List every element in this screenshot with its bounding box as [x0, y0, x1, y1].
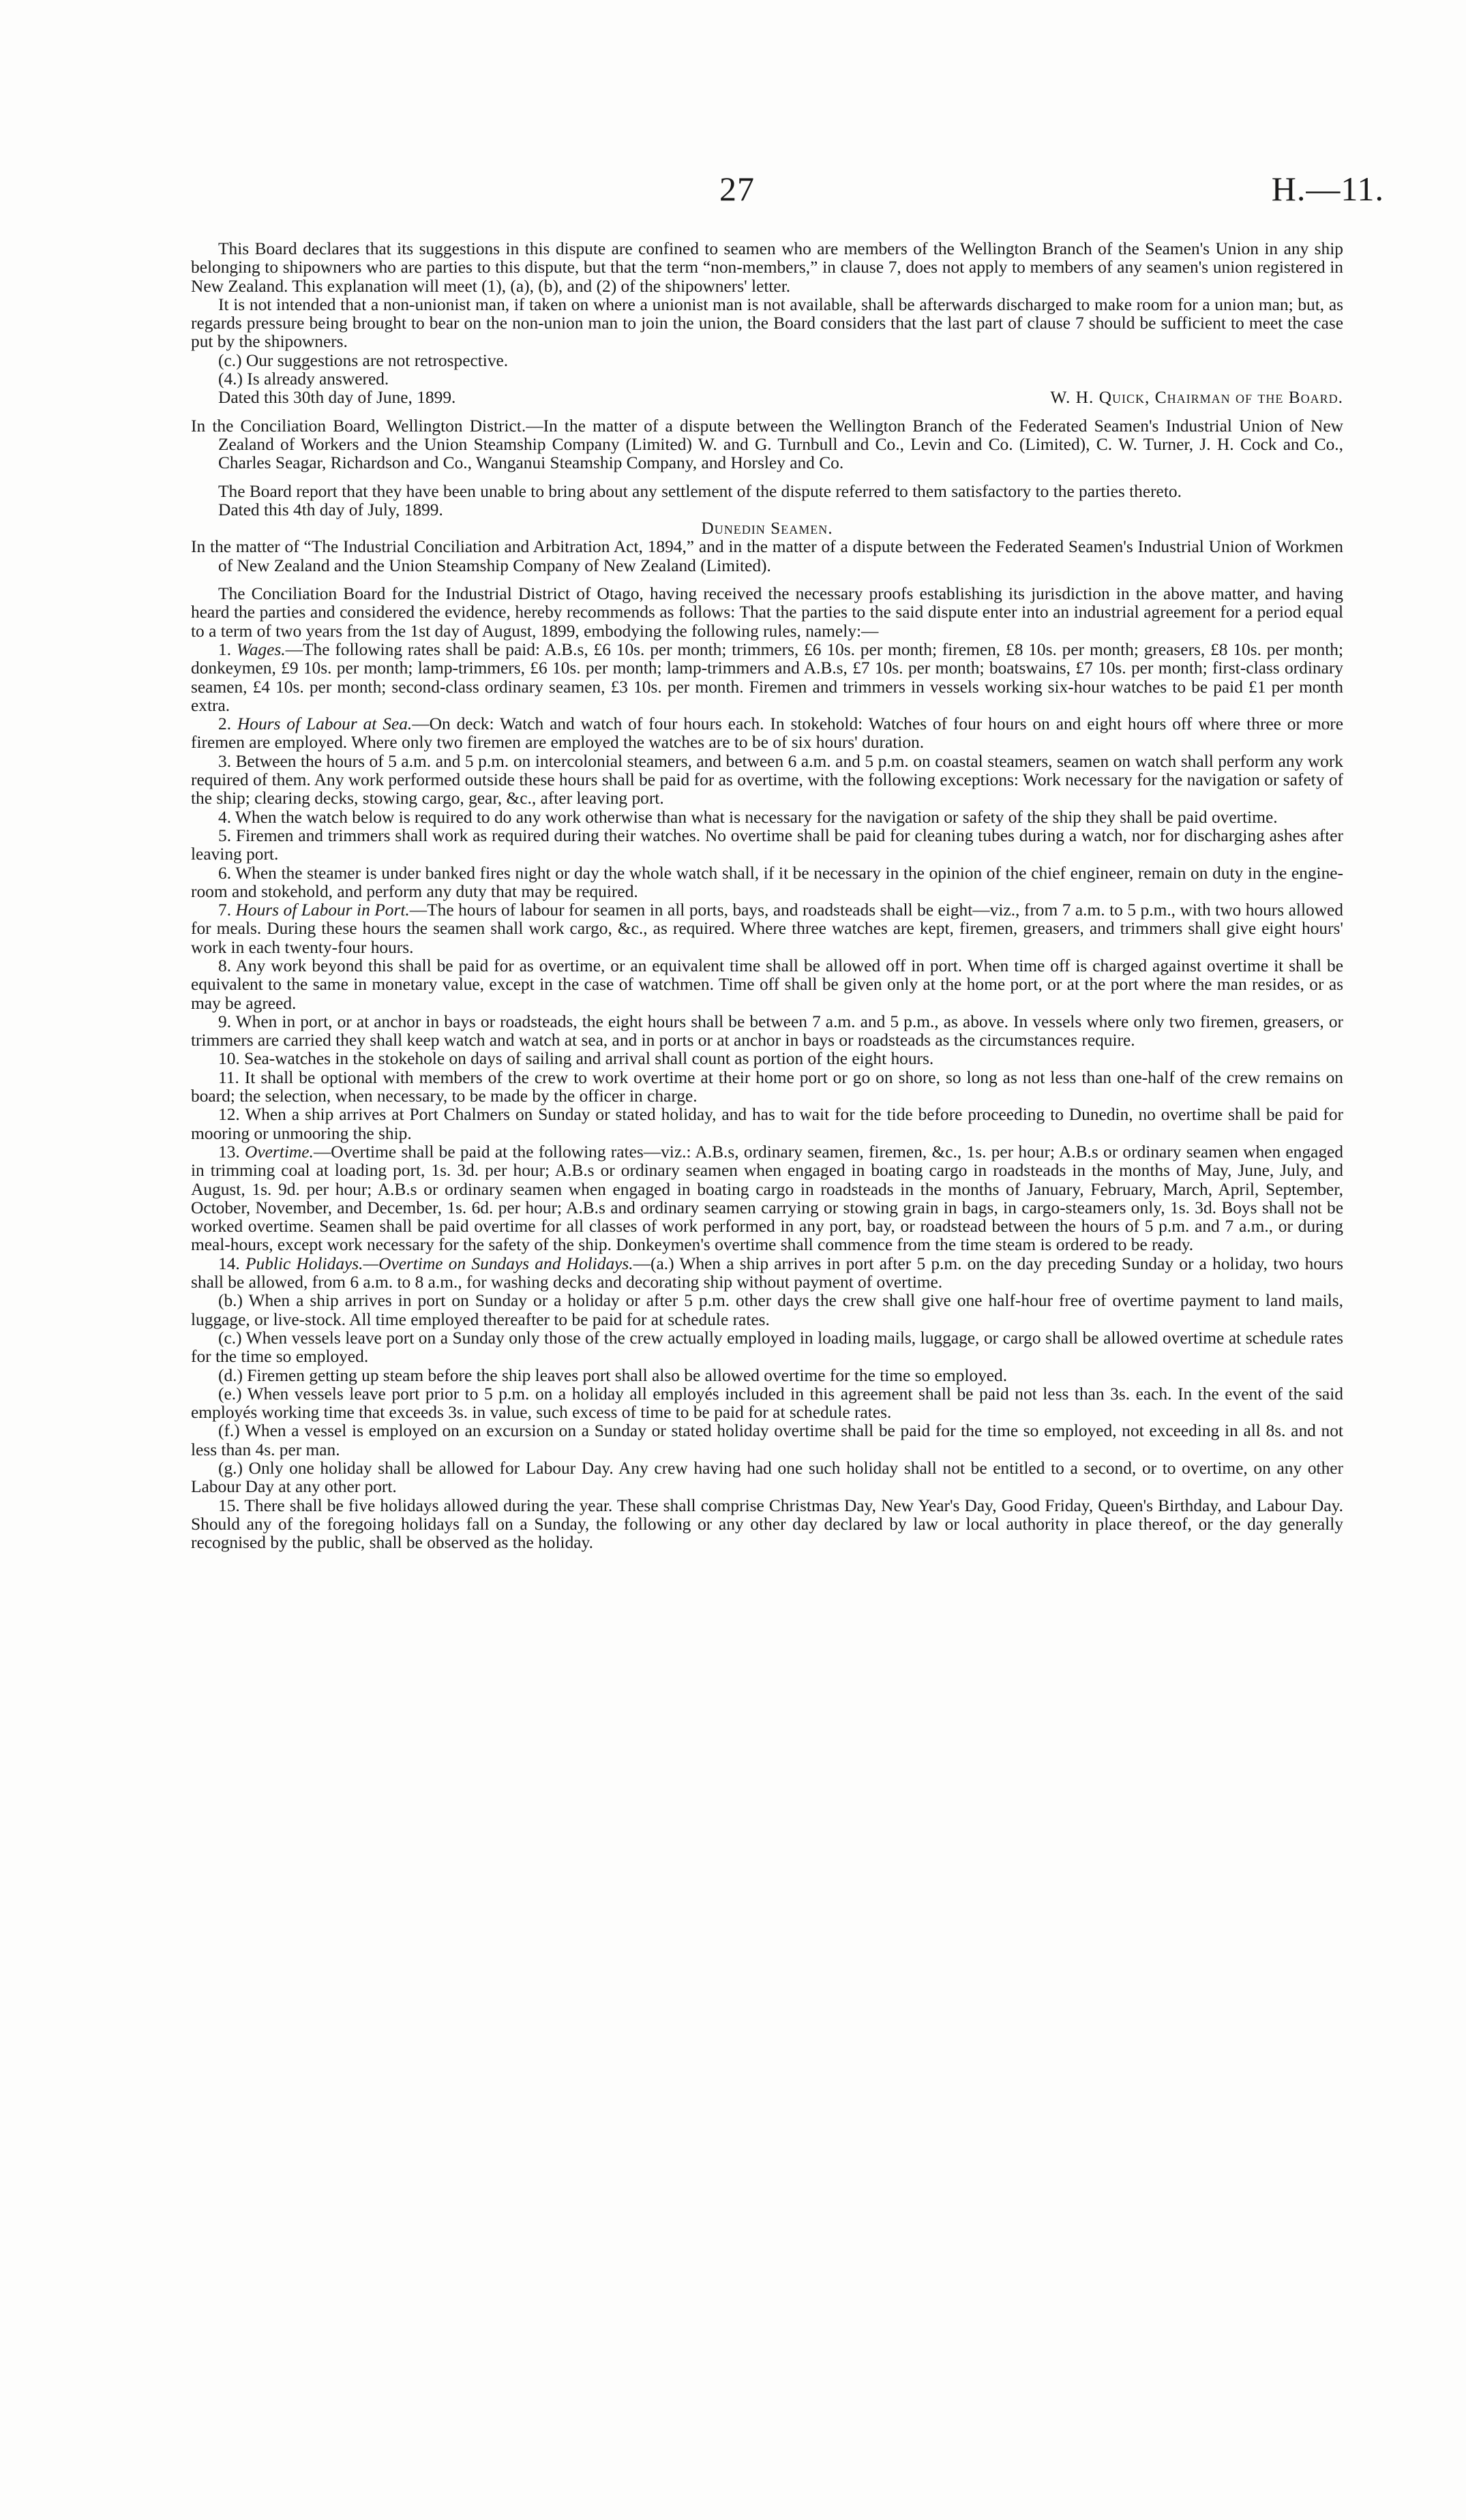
dated-signature-line	[191, 389, 1343, 407]
paragraph: (4.) Is already answered.	[218, 369, 389, 389]
rule-14g: (g.) Only one holiday shall be allowed for Labour Day. Any crew having had one such holiday shall not be entitled to a second, or to overtime, on any other Labour Day at any other port.	[191, 1459, 1343, 1497]
rule-4: 4. When the watch below is required to do any work otherwise than what is necessary for the navigation or safety of the ship they shall be paid overtime.	[218, 807, 1278, 827]
dated-line: Dated this 30th day of June, 1899.	[218, 388, 456, 408]
rule-title: Hours of Labour in Port.	[235, 900, 410, 920]
section-heading: In the matter of “The Industrial Conciliation and Arbitration Act, 1894,” and in the matter of a dispute between the Federated Seamen's Industrial Union of Workmen of New Zealand and the Union Steamship Company of New Zealand (Limited).	[191, 537, 1343, 575]
document-reference: H.—11.	[1271, 170, 1384, 208]
rule-14d: (d.) Firemen getting up steam before the ship leaves port shall also be allowed overtime for the time so employed.	[218, 1365, 1008, 1385]
rule-9: 9. When in port, or at anchor in bays or roadsteads, the eight hours shall be between 7 a.m. and 5 p.m., as above. In vessels where only two firemen, greasers, or trimmers are carried they shall keep watch and watch at sea, and in ports or at anchor in bays or roadsteads as the circumstances require.	[191, 1012, 1343, 1050]
rule-title: Public Holidays.—Overtime on Sundays and Holidays.	[245, 1254, 633, 1273]
rule-14b: (b.) When a ship arrives in port on Sunday or a holiday or after 5 p.m. other days the crew shall give one half-hour free of overtime payment to land mails, luggage, or live-stock. All time employed thereafter to be paid for at schedule rates.	[191, 1291, 1343, 1329]
rule-3: 3. Between the hours of 5 a.m. and 5 p.m. on intercolonial steamers, and between 6 a.m. and 5 p.m. on coastal steamers, seamen on watch shall perform any work required of them. Any work performed outside these hours shall be paid for as overtime, with the following exceptions: Work necessary for the navigation or safety of the ship; clearing decks, stowing cargo, gear, &c., after leaving port.	[191, 751, 1343, 808]
rule-10: 10. Sea-watches in the stokehole on days of sailing and arrival shall count as portion of the eight hours.	[218, 1049, 934, 1069]
paragraph: It is not intended that a non-unionist man, if taken on where a unionist man is not available, shall be afterwards discharged to make room for a union man; but, as regards pressure being brought to bear on the non-union man to join the union, the Board considers that the last part of clause 7 should be sufficient to meet the case put by the shipowners.	[191, 294, 1343, 352]
rule-15: 15. There shall be five holidays allowed during the year. These shall comprise Christmas Day, New Year's Day, Good Friday, Queen's Birthday, and Labour Day. Should any of the foregoing holidays fall on a Sunday, the following or any other day declared by law or local authority in place thereof, or the day generally recognised by the public, shall be observed as the holiday.	[191, 1496, 1343, 1553]
section-title: Dunedin Seamen.	[701, 519, 833, 538]
rule-14c: (c.) When vessels leave port on a Sunday only those of the crew actually employed in loading mails, luggage, or cargo shall be allowed overtime at schedule rates for the time so employed.	[191, 1328, 1343, 1367]
rule-title: Overtime.	[245, 1142, 314, 1162]
paragraph: This Board declares that its suggestions in this dispute are confined to seamen who are members of the Wellington Branch of the Seamen's Union in any ship belonging to shipowners who are parties to this dispute, but that the term “non-members,” in clause 7, does not apply to members of any seamen's union registered in New Zealand. This explanation will meet (1), (a), (b), and (2) of the shipowners' letter.	[191, 239, 1343, 296]
rule-14e: (e.) When vessels leave port prior to 5 p.m. on a holiday all employés included in this agreement shall be paid not less than 3s. each. In the event of the said employés working time that exceeds 3s. in value, such excess of time to be paid for at schedule rates.	[191, 1384, 1343, 1423]
rule-11: 11. It shall be optional with members of the crew to work overtime at their home port or go on shore, so long as not less than one-half of the crew remains on board; the selection, when necessary, to be made by the officer in charge.	[191, 1067, 1343, 1106]
rule-12: 12. When a ship arrives at Port Chalmers on Sunday or stated holiday, and has to wait for the tide before proceeding to Dunedin, no overtime shall be paid for mooring or unmooring the ship.	[191, 1105, 1343, 1143]
document-body	[191, 240, 1343, 1552]
rule-6: 6. When the steamer is under banked fires night or day the whole watch shall, if it be necessary in the opinion of the chief engineer, remain on duty in the engine-room and stokehold, and perform any duty that may be required.	[191, 863, 1343, 901]
rule-2: 2. Hours of Labour at Sea.—On deck: Watch and watch of four hours each. In stokehold: Watches of four hours on and eight hours off where three or more firemen are employed. Where only two firemen are employed the watches are to be of six hours' duration.	[191, 714, 1344, 753]
section-heading: In the Conciliation Board, Wellington District.—In the matter of a dispute between the Wellington Branch of the Federated Seamen's Industrial Union of New Zealand of Workers and the Union Steamship Company (Limited) W. and G. Turnbull and Co., Levin and Co. (Limited), C. W. Turner, J. H. Cock and Co., Charles Seagar, Richardson and Co., Wanganui Steamship Company, and Horsley and Co.	[191, 416, 1343, 473]
rule-13: 13. Overtime.—Overtime shall be paid at the following rates—viz.: A.B.s, ordinary seamen, firemen, &c., 1s. per hour; A.B.s or ordinary seamen when engaged in trimming coal at loading port, 1s. 3d. per hour; A.B.s or ordinary seamen when engaged in boating cargo in roadsteads in the months of May, June, July, and August, 1s. 9d. per hour; A.B.s or ordinary seamen when engaged in boating cargo in roadsteads in the months of January, February, March, April, September, October, November, and December, 1s. 6d. per hour; A.B.s and ordinary seamen carrying or stowing grain in bags, in cargo-steamers only, 1s. 3d. Boys shall not be worked overtime. Seamen shall be paid overtime for all classes of work performed in any port, bay, or roadstead between the hours of 5 p.m. and 7 a.m., or during meal-hours, except work necessary for the safety of the ship. Donkeymen's overtime shall commence from the time steam is ordered to be ready.	[191, 1142, 1344, 1255]
rule-1: 1. Wages.—The following rates shall be paid: A.B.s, £6 10s. per month; trimmers, £6 10s. per month; firemen, £8 10s. per month; greasers, £8 10s. per month; donkeymen, £9 10s. per month; lamp-trimmers, £6 10s. per month; lamp-trimmers and A.B.s, £7 10s. per month; boatswains, £7 10s. per month; first-class ordinary seamen, £4 10s. per month; second-class ordinary seamen, £3 10s. per month. Firemen and trimmers in vessels working six-hour watches to be paid £1 per month extra.	[191, 639, 1343, 715]
paragraph: (c.) Our suggestions are not retrospective.	[218, 350, 509, 370]
rule-14f: (f.) When a vessel is employed on an excursion on a Sunday or stated holiday overtime shall be paid for the time so employed, not exceeding in all 8s. and not less than 4s. per man.	[191, 1421, 1343, 1459]
rule-8: 8. Any work beyond this shall be paid for as overtime, or an equivalent time shall be allowed off in port. When time off is charged against overtime it shall be equivalent to the same in monetary value, except in the case of watchmen. Time off shall be given only at the home port, or at the port where the man resides, or as may be agreed.	[191, 956, 1343, 1013]
rule-14: 14. Public Holidays.—Overtime on Sundays and Holidays.—(a.) When a ship arrives in port after 5 p.m. on the day preceding Sunday or a holiday, two hours shall be allowed, from 6 a.m. to 8 a.m., for washing decks and decorating ship without payment of overtime.	[191, 1254, 1344, 1292]
page-number: 27	[719, 170, 755, 208]
signature: W. H. Quick, Chairman of the Board.	[1050, 388, 1343, 408]
paragraph: The Conciliation Board for the Industrial District of Otago, having received the necessary proofs establishing its jurisdiction in the above matter, and having heard the parties and considered the evidence, hereby recommends as follows: That the parties to the said dispute enter into an industrial agreement for a period equal to a term of two years from the 1st day of August, 1899, embodying the following rules, namely:—	[191, 584, 1343, 641]
page-header	[191, 169, 1384, 217]
rule-5: 5. Firemen and trimmers shall work as required during their watches. No overtime shall be paid for cleaning tubes during a watch, nor for discharging ashes after leaving port.	[191, 825, 1343, 864]
rule-title: Wages.	[236, 639, 286, 659]
rule-title: Hours of Labour at Sea.	[237, 714, 413, 734]
paragraph: The Board report that they have been unable to bring about any settlement of the dispute referred to them satisfactory to the parties thereto.	[218, 481, 1182, 501]
rule-7: 7. Hours of Labour in Port.—The hours of labour for seamen in all ports, bays, and roadsteads shall be eight—viz., from 7 a.m. to 5 p.m., with two hours allowed for meals. During these hours the seamen shall work cargo, &c., as required. Where three watches are kept, firemen, greasers, and trimmers shall give eight hours' work in each twenty-four hours.	[191, 900, 1343, 957]
dated-line: Dated this 4th day of July, 1899.	[218, 500, 443, 519]
